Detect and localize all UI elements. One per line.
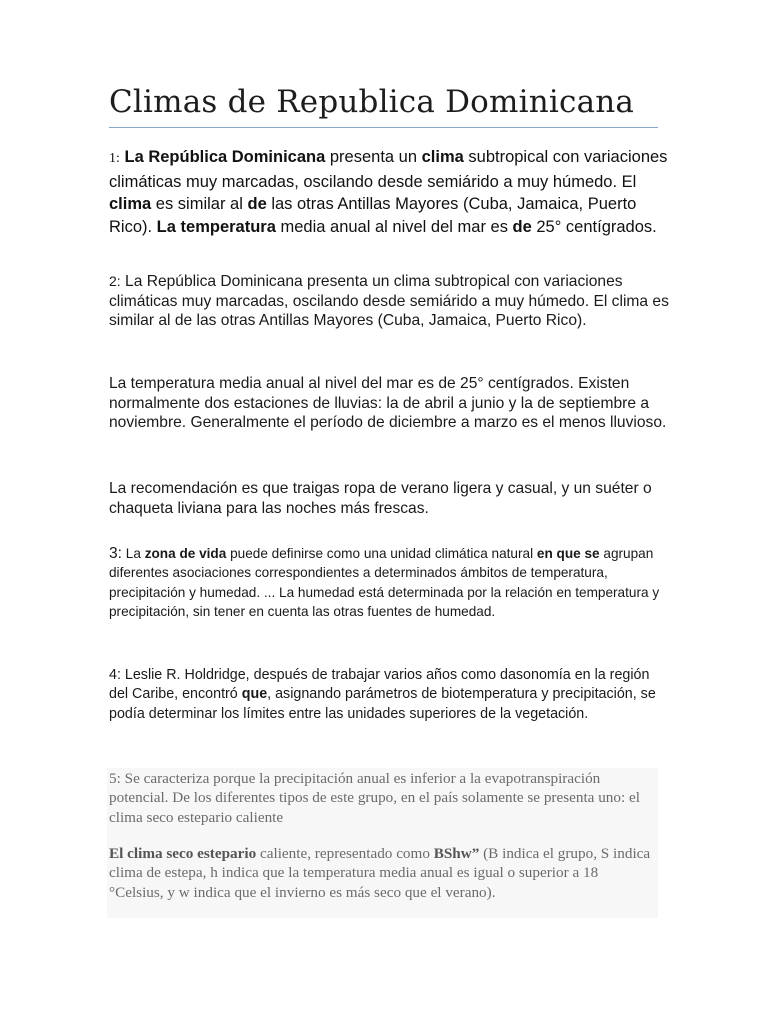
text-run: 25° centígrados.	[531, 217, 657, 236]
paragraph-6	[109, 666, 669, 724]
text-run: La	[122, 546, 145, 561]
paragraph-7	[109, 769, 654, 827]
paragraph-1	[109, 146, 669, 238]
text-run: es similar al	[151, 195, 248, 214]
paragraph-5	[109, 544, 669, 622]
bold-text: que	[241, 686, 268, 703]
bold-text: La	[156, 217, 176, 236]
text-run: Se caracteriza porque la precipitación anual es inferior a la evapotranspiración potencial. De los diferentes tipos de este grupo, en el país solamente se presenta uno: el clima seco estepario caliente	[109, 770, 640, 826]
bold-text: La República Dominicana	[124, 148, 326, 166]
bold-text: zona de vida	[144, 546, 227, 561]
text-run: 4: Leslie R. Holdridge, después de trabajar varios años como dasonomía en la región del Caribe, encontró	[109, 667, 650, 703]
paragraph-number: 1:	[109, 151, 120, 166]
paragraph-3: La temperatura media anual al nivel del mar es de 25° centígrados. Existen normalmente dos estaciones de lluvias: la de abril a junio y la de septiembre a noviembre. Generalmente el período de diciembre a marzo es el menos lluvioso.	[109, 375, 667, 432]
paragraph-number: 3:	[109, 545, 123, 562]
text-run: presenta un	[325, 148, 422, 166]
bold-text: clima	[421, 148, 464, 166]
paragraph-2	[109, 272, 669, 331]
bold-text: en que se	[536, 546, 600, 561]
text-run: (B indica el grupo, S indica clima de estepa, h indica que la temperatura media anual es igual o superior a 18 °Celsius, y w indica que el invierno es más seco que el verano).	[109, 845, 651, 901]
bold-text: clima	[109, 195, 152, 214]
paragraph-number: 5:	[109, 770, 121, 787]
page-title: Climas de Republica Dominicana	[109, 84, 635, 120]
text-run: , asignando parámetros de biotemperatura y precipitación, se podía determinar los límites entre las unidades superiores de la vegetación.	[109, 686, 656, 722]
bold-text: de	[247, 195, 267, 214]
bold-text: de	[512, 217, 532, 236]
text-run: caliente, representado como	[256, 845, 434, 862]
bold-text: BShw”	[433, 845, 480, 862]
text-run: las otras Antillas Mayores (Cuba, Jamaica, Puerto Rico).	[109, 195, 637, 236]
paragraph-number: 2:	[109, 273, 121, 289]
text-run: puede definirse como una unidad climática natural	[226, 546, 537, 561]
paragraph-8	[109, 844, 654, 902]
paragraph-4: La recomendación es que traigas ropa de verano ligera y casual, y un suéter o chaqueta liviana para las noches más frescas.	[109, 480, 652, 517]
text-run: subtropical con variaciones climáticas muy marcadas, oscilando desde semiárido a muy húmedo. El	[109, 148, 668, 191]
bold-text: El clima seco estepario	[109, 845, 257, 862]
bold-text: temperatura	[180, 217, 276, 236]
text-run: media anual al nivel del mar es	[275, 217, 513, 236]
text-run: agrupan diferentes asociaciones correspondientes a determinados ámbitos de temperatura, precipitación y humedad. ... La humedad está determinada por la relación en temperatura y precipitación, sin tener en cuenta las otras fuentes de humedad.	[109, 546, 660, 620]
title-underline	[109, 127, 658, 128]
text-run: La República Dominicana presenta un clima subtropical con variaciones climáticas muy marcadas, oscilando desde semiárido a muy húmedo. El clima es similar al de las otras Antillas Mayores (Cuba, Jamaica, Puerto Rico).	[109, 273, 669, 330]
